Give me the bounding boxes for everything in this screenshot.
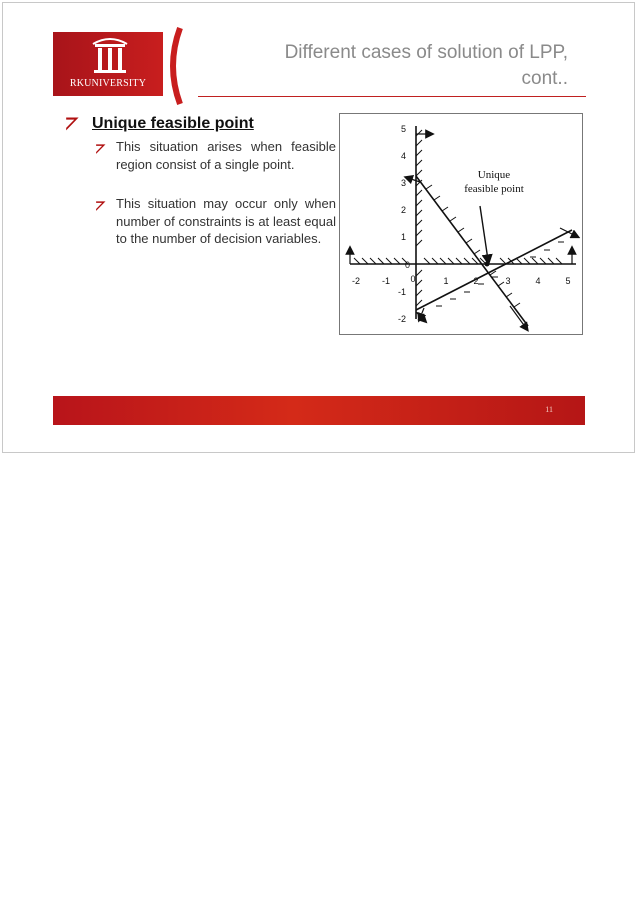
x-tick: 1 — [443, 276, 449, 286]
bullet-icon: ⦢ — [66, 116, 79, 133]
y-tick: 1 — [400, 232, 406, 242]
constraint-2-hatching — [436, 242, 564, 306]
pointer-arrow — [480, 206, 488, 260]
x-tick: -2 — [351, 276, 361, 286]
annotation-line-1: Unique — [477, 169, 511, 181]
y-tick: 3 — [400, 178, 406, 188]
constraint-line-1 — [416, 176, 528, 326]
y-tick: 2 — [400, 205, 406, 215]
page-number: 11 — [545, 405, 553, 414]
annotation-line-2: feasible point — [464, 183, 524, 195]
x-tick: 2 — [473, 276, 479, 286]
x-axis-hatching — [354, 258, 562, 264]
point-1: This situation arises when feasible region consist of a single point. — [116, 139, 336, 172]
x-tick: 4 — [535, 276, 541, 286]
slide-title — [188, 40, 568, 92]
y-axis-hatching — [416, 130, 422, 306]
y-tick: -1 — [397, 287, 406, 297]
constraint-1-hatching — [426, 185, 520, 307]
x-tick: 0 — [410, 274, 416, 284]
y-tick: 5 — [400, 124, 406, 134]
footer-bar — [53, 396, 585, 425]
x-tick: -1 — [381, 276, 391, 286]
y-tick-labels — [398, 124, 410, 324]
point-2: This situation may occur only when number of constraints is at least equal to the number of decision variables. — [116, 196, 336, 246]
logo-text: RKUNIVERSITY — [69, 78, 147, 89]
title-divider — [198, 96, 586, 97]
lpp-graph — [339, 113, 583, 335]
unique-point — [485, 262, 490, 267]
graph-svg — [340, 114, 584, 336]
x-tick: 5 — [565, 276, 571, 286]
section-heading: Unique feasible point — [92, 115, 254, 132]
constraint-line-2 — [416, 230, 572, 310]
title-line-2: cont.. — [521, 68, 568, 89]
title-line-1: Different cases of solution of LPP, — [284, 42, 568, 63]
y-tick: 4 — [400, 151, 406, 161]
x-tick: 3 — [505, 276, 511, 286]
sub-bullet-icon: ⦢ — [96, 199, 106, 213]
sub-bullet-icon: ⦢ — [96, 142, 106, 156]
x-tick-labels — [352, 274, 571, 286]
y-tick: 0 — [404, 260, 410, 270]
y-tick: -2 — [397, 314, 406, 324]
